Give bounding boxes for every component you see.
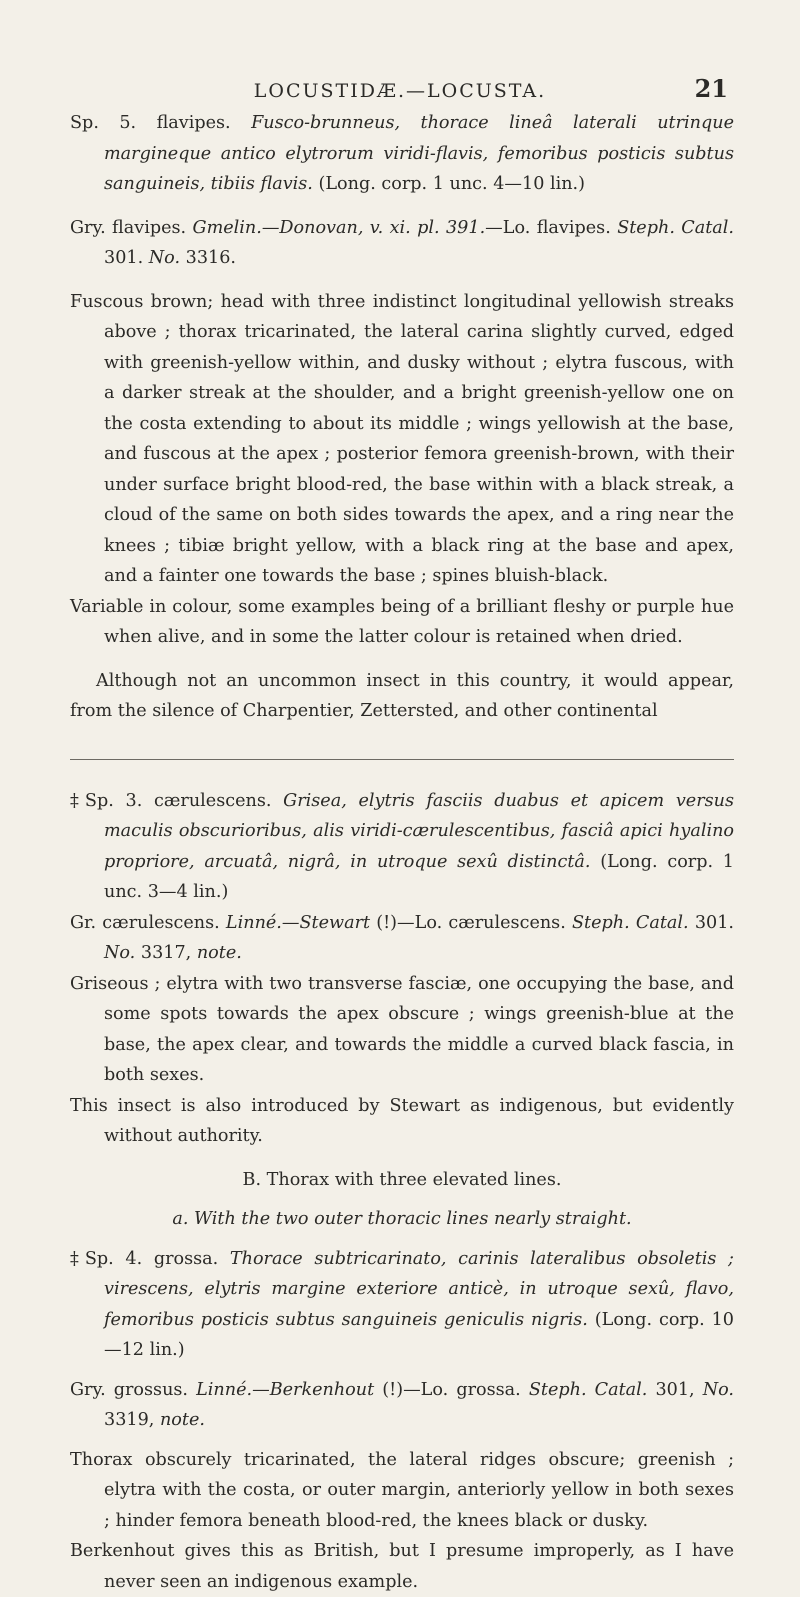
sp3-label: ‡Sp. 3. cærulescens. — [70, 790, 272, 811]
footnote-rule — [70, 759, 734, 760]
sp4-diagnosis — [70, 1244, 734, 1366]
sp5-size: (Long. corp. 1 unc. 4—10 lin.) — [318, 174, 586, 194]
sp5-description: Fuscous brown; head with three indistinct longitudinal yellowish streaks above ; thorax tricarinated, the lateral carina slightly curved, edged with greenish-yellow within, and dusky without ; elytra fuscous, with a darker streak at the shoulder, and a bright greenish-yellow one on the costa extending to about its middle ; wings yellowish at the base, and fuscous at the apex ; posterior femora greenish-brown, with their under surface bright blood-red, the base within with a black streak, a cloud of the same on both sides towards the apex, and a ring near the knees ; tibiæ bright yellow, with a black ring at the base and apex, and a fainter one towards the base ; spines bluish-black. — [70, 291, 734, 586]
sp4-description: Thorax obscurely tricarinated, the lateral ridges obscure; greenish ; elytra with the costa, or outer margin, anteriorly yellow in both sexes ; hinder femora beneath blood-red, the knees black or dusky. — [70, 1449, 734, 1531]
page-body — [70, 108, 734, 1597]
sp5-diagnosis — [70, 108, 734, 200]
running-title: LOCUSTIDÆ.—LOCUSTA. — [253, 80, 547, 102]
sp3-diagnosis — [70, 786, 734, 908]
sp3-description: Griseous ; elytra with two transverse fasciæ, one occupying the base, and some spots towards the apex obscure ; wings greenish-blue at the base, the apex clear, and towards the middle a curved black fascia, in both sexes. — [70, 973, 734, 1085]
sp4-synonymy: Gry. grossus. Linné.—Berkenhout (!)—Lo. grossa. Steph. Catal. 301, No. 3319, note. — [70, 1379, 735, 1430]
sp3-latin: Grisea, elytris fasciis duabus et apicem versus maculis obscurioribus, alis viridi-cærulescentibus, fasciâ apici hyalino propriore, arcuatâ, nigrâ, in utroque sexû distinctâ. — [104, 790, 734, 872]
sp3-size: (Long. corp. 1 unc. 3—4 lin.) — [104, 851, 734, 902]
sp4-latin: Thorace subtricarinato, carinis lateralibus obsoletis ; virescens, elytris margine exteriore anticè, in utroque sexû, flavo, femoribus posticis subtus sanguineis geniculis nigris. — [104, 1248, 734, 1330]
section-a-heading: a. With the two outer thoracic lines nearly straight. — [172, 1209, 632, 1229]
sp4-note: Berkenhout gives this as British, but I presume improperly, as I have never seen an indigenous example. — [70, 1541, 734, 1592]
sp5-note: Although not an uncommon insect in this country, it would appear, from the silence of Charpentier, Zettersted, and other continental — [70, 670, 734, 721]
sp5-synonymy: Gry. flavipes. Gmelin.—Donovan, v. xi. pl. 391.—Lo. flavipes. Steph. Catal. 301. No. 3316. — [70, 217, 735, 268]
sp3-synonymy: Gr. cærulescens. Linné.—Stewart (!)—Lo. cærulescens. Steph. Catal. 301. No. 3317, note. — [70, 912, 735, 963]
page-number: 21 — [694, 74, 728, 103]
sp4-label: ‡Sp. 4. grossa. — [70, 1248, 219, 1269]
sp5-latin: Fusco-brunneus, thorace lineâ laterali utrinque margineque antico elytrorum viridi-flavis, femoribus posticis subtus sanguineis, tibiis flavis. — [104, 113, 734, 194]
sp3-note: This insect is also introduced by Stewart as indigenous, but evidently without authority. — [70, 1095, 734, 1146]
section-b-heading: B. Thorax with three elevated lines. — [242, 1169, 562, 1190]
sp4-size: (Long. corp. 10—12 lin.) — [104, 1309, 734, 1360]
sp5-label: Sp. 5. flavipes. — [70, 113, 231, 133]
sp5-variable: Variable in colour, some examples being of a brilliant fleshy or purple hue when alive, and in some the latter colour is retained when dried. — [70, 596, 734, 647]
